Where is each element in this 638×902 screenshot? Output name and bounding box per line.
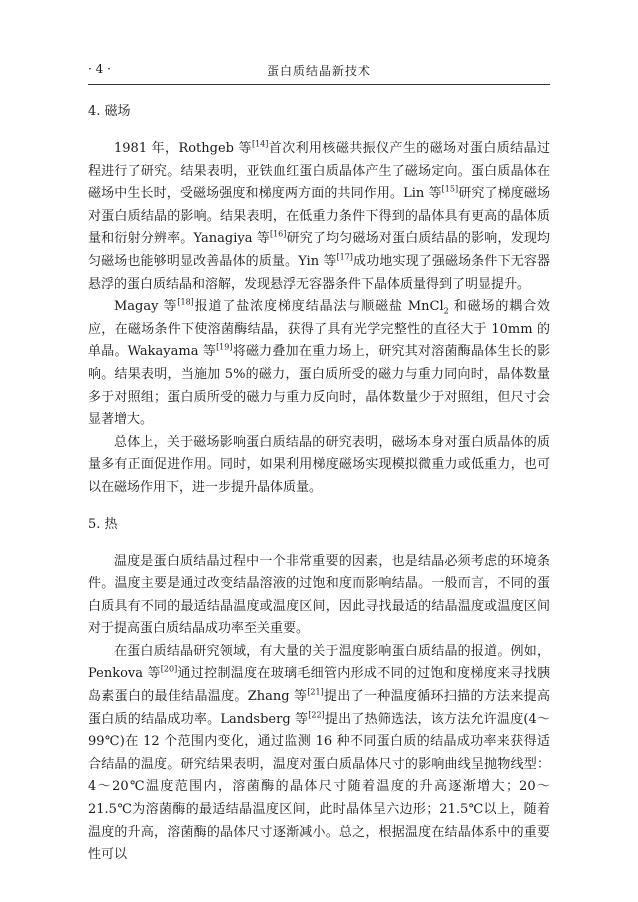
page-number: · 4 · (88, 62, 111, 76)
section-heading-heat: 5. 热 (88, 516, 118, 532)
subscript: 2 (443, 306, 449, 316)
citation-ref: [19] (216, 343, 233, 353)
text-run: 通过控制温度在玻璃毛细管内形成不同的过饱和度梯度来寻找胰岛素蛋白的最佳结晶温度。Zhang 等 (88, 666, 550, 705)
citation-ref: [17] (336, 252, 353, 262)
text-run: 总体上，关于磁场影响蛋白质结晶的研究表明，磁场本身对蛋白质晶体的质量多有正面促进作用。同时，如果利用梯度磁场实现模拟微重力或低重力，也可以在磁场作用下，进一步提升晶体质量。 (88, 434, 550, 495)
text-run: 1981 年，Rothgeb 等 (114, 141, 252, 156)
text-run: Magay 等 (114, 299, 178, 315)
text-run: 报道了盐浓度梯度结晶法与顺磁盐 MnCl (193, 299, 444, 315)
text-run: 提出了热筛选法，该方法允许温度(4～99℃)在 12 个范围内变化，通过监测 16 种不同蛋白质的结晶成功率来获得适合结晶的温度。研究结果表明，温度对蛋白质晶体尺寸的影响曲线呈抛物线型：4～20℃温度范围内，溶菌酶的晶体尺寸随着温度的升高逐渐增大；20～21.5℃为溶菌酶的最适结晶温度区间，此时晶体呈六边形；21.5℃以上，随着温度的升高，溶菌酶的晶体尺寸逐渐减小。总之，根据温度在结晶体系中的重要性可以 (88, 711, 550, 863)
citation-ref: [16] (269, 230, 287, 240)
page-body (88, 100, 550, 867)
paragraph (88, 138, 550, 296)
header-rule (88, 84, 550, 85)
citation-ref: [20] (160, 665, 178, 675)
citation-ref: [21] (307, 687, 324, 697)
text-run: 在蛋白质结晶研究领域，有大量的关于温度影响蛋白质结晶的报道。例如，Penkova 等 (88, 643, 550, 682)
running-title: 蛋白质结晶新技术 (266, 64, 371, 78)
citation-ref: [15] (441, 184, 459, 194)
paragraph (88, 551, 550, 641)
citation-ref: [18] (177, 297, 194, 307)
paragraph (88, 296, 550, 432)
citation-ref: [14] (251, 139, 269, 149)
text-run: 研究了梯度磁场对蛋白质结晶的影响。结果表明，在低重力条件下得到的晶体具有更高的晶体质量和衍射分辨率。Yanagiya 等 (88, 186, 550, 247)
section-heading-magnetic-field: 4. 磁场 (88, 104, 131, 119)
text-run: 研究了均匀磁场对蛋白质结晶的影响，发现均匀磁场也能够明显改善晶体的质量。Yin 等 (88, 231, 550, 269)
citation-ref: [22] (308, 710, 325, 720)
text-run: 首次利用核磁共振仪产生的磁场对蛋白质结晶过程进行了研究。结果表明，亚铁血红蛋白质晶体产生了磁场定向。蛋白质晶体在磁场中生长时，受磁场强度和梯度两方面的共同作用。Lin 等 (88, 141, 550, 202)
text-run: 温度是蛋白质结晶过程中一个非常重要的因素，也是结晶必须考虑的环境条件。温度主要是通过改变结晶溶液的过饱和度而影响结晶。一般而言，不同的蛋白质具有不同的最适结晶温度或温度区间，因此寻找最适的结晶温度或温度区间对于提高蛋白质结晶成功率至关重要。 (88, 553, 550, 637)
text-run: 和磁场的耦合效应，在磁场条件下使溶菌酶结晶，获得了具有光学完整性的直径大于 10mm 的单晶。Wakayama 等 (88, 299, 550, 360)
text-run: 成功地实现了强磁场条件下无容器悬浮的蛋白质结晶和溶解，发现悬浮无容器条件下晶体质量得到了明显提升。 (88, 253, 550, 292)
text-run: 提出了一种温度循环扫描的方法来提高蛋白质的结晶成功率。Landsberg 等 (88, 689, 550, 727)
paragraph (88, 432, 550, 500)
paragraph (88, 641, 550, 867)
page-header (88, 62, 550, 82)
text-run: 将磁力叠加在重力场上，研究其对溶菌酶晶体生长的影响。结果表明，当施加 5%的磁力，蛋白质所受的磁力与重力同向时，晶体数量多于对照组；蛋白质所受的磁力与重力反向时，晶体数量少于对照组，但尺寸会显著增大。 (88, 344, 550, 428)
